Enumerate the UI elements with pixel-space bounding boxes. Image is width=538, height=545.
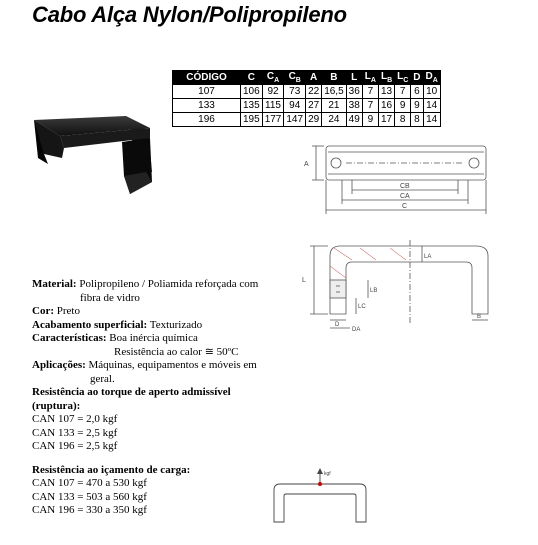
table-cell-code: 133 (173, 99, 241, 113)
dim-cb-label: CB (400, 183, 410, 190)
table-header-a: A (306, 71, 322, 85)
table-cell: 22 (306, 85, 322, 99)
table-cell-code: 107 (173, 85, 241, 99)
table-cell: 9 (395, 99, 411, 113)
table-cell: 147 (284, 113, 306, 127)
page-title: Cabo Alça Nylon/Polipropileno (32, 2, 347, 27)
table-cell: 135 (241, 99, 263, 113)
table-row (173, 99, 441, 113)
table-cell: 10 (423, 85, 440, 99)
dim-lc-label: LC (358, 304, 366, 310)
table-header-ca: $C_A$ (262, 71, 284, 85)
table-cell: 16,5 (322, 85, 346, 99)
table-header-row (173, 71, 441, 85)
table-body (173, 85, 441, 127)
table-cell: 13 (378, 85, 394, 99)
table-cell-code: 196 (173, 113, 241, 127)
table-cell: 94 (284, 99, 306, 113)
table-cell: 17 (378, 113, 394, 127)
table-cell: 21 (322, 99, 346, 113)
table-cell: 92 (262, 85, 284, 99)
acabamento-value: Texturizado (149, 318, 203, 331)
table-header-cb: $C_B$ (284, 71, 306, 85)
load-value: CAN 196 = 330 a 350 kgf (32, 504, 147, 516)
table-header-b: B (322, 71, 346, 85)
table-cell: 9 (411, 99, 423, 113)
cor-label: Cor: (32, 305, 54, 317)
kgf-label: kgf (324, 471, 331, 477)
table-cell: 24 (322, 113, 346, 127)
table-header-la: $L_A$ (362, 71, 378, 85)
caracteristicas-label: Características: (32, 332, 107, 344)
material-value: Polipropileno / Poliamida reforçada com (79, 278, 259, 290)
load-title: Resistência ao içamento de carga: (32, 463, 191, 476)
table-header-l: L (346, 71, 362, 85)
caracteristicas-value-cont: Resistência ao calor ≅ 50ºC (114, 345, 239, 358)
torque-value: CAN 107 = 2,0 kgf (32, 413, 118, 425)
table-cell: 73 (284, 85, 306, 99)
top-view-drawing (296, 138, 496, 220)
dim-la-label: LA (424, 254, 432, 260)
table-cell: 14 (423, 113, 440, 127)
aplicacoes-value-cont: geral. (90, 372, 115, 385)
table-cell: 106 (241, 85, 263, 99)
table-cell: 29 (306, 113, 322, 127)
table-header-da: $D_A$ (423, 71, 440, 85)
table-cell: 7 (362, 99, 378, 113)
arrow-up-icon (317, 468, 323, 474)
table-cell: 14 (423, 99, 440, 113)
aplicacoes-label: Aplicações: (32, 359, 86, 371)
dimensions-table (172, 70, 441, 127)
cor-value: Preto (56, 305, 80, 317)
load-diagram (268, 466, 378, 530)
material-label: Material: (32, 278, 77, 290)
torque-value: CAN 133 = 2,5 kgf (32, 426, 118, 439)
table-cell: 27 (306, 99, 322, 113)
table-cell: 38 (346, 99, 362, 113)
material-value-cont: fibra de vidro (80, 291, 140, 304)
acabamento-label: Acabamento superficial: (32, 318, 148, 331)
table-header-código: CÓDIGO (173, 71, 241, 85)
table-cell: 115 (262, 99, 284, 113)
dim-c-label: C (402, 203, 408, 210)
table-cell: 9 (362, 113, 378, 127)
torque-title: Resistência ao torque de aperto admissível (32, 386, 231, 398)
load-value: CAN 107 = 470 a 530 kgf (32, 477, 147, 489)
table-header-c: C (241, 71, 263, 85)
table-cell: 49 (346, 113, 362, 127)
dim-b-label: B (477, 314, 482, 320)
load-point-icon (318, 482, 322, 486)
dim-ca-label: CA (400, 193, 410, 200)
table-header-d: D (411, 71, 423, 85)
side-view-drawing (300, 236, 500, 332)
specs-block (32, 278, 282, 518)
dim-a-label: A (304, 161, 309, 168)
table-cell: 195 (241, 113, 263, 127)
table-cell: 8 (411, 113, 423, 127)
dim-lb-label: LB (370, 288, 378, 294)
table-cell: 7 (395, 85, 411, 99)
table-header-lb: $L_B$ (378, 71, 394, 85)
dim-da-label: DA (352, 327, 361, 332)
table-cell: 8 (395, 113, 411, 127)
table-cell: 6 (411, 85, 423, 99)
table-header-lc: $L_C$ (395, 71, 411, 85)
torque-title-cont: (ruptura): (32, 399, 81, 412)
product-photo (30, 112, 162, 198)
dim-d-label: D (335, 322, 340, 328)
aplicacoes-value: Máquinas, equipamentos e móveis em (88, 359, 257, 371)
table-cell: 177 (262, 113, 284, 127)
table-row (173, 113, 441, 127)
caracteristicas-value: Boa inércia química (109, 332, 198, 344)
load-value: CAN 133 = 503 a 560 kgf (32, 490, 147, 503)
torque-value: CAN 196 = 2,5 kgf (32, 440, 118, 452)
table-cell: 36 (346, 85, 362, 99)
dim-l-label: L (302, 277, 306, 284)
table-row (173, 85, 441, 99)
table-cell: 16 (378, 99, 394, 113)
table-cell: 7 (362, 85, 378, 99)
